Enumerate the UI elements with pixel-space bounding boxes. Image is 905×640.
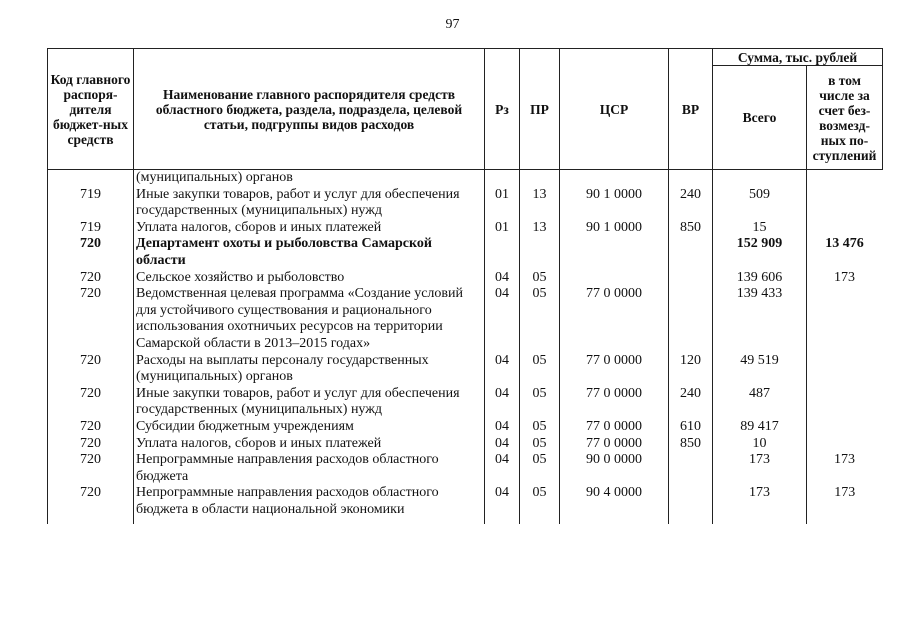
header-vr: ВР: [669, 49, 713, 170]
cell-csr: 90 0 0000: [560, 452, 669, 485]
cell-code: [48, 170, 134, 187]
cell-grants: 173: [834, 452, 855, 468]
cell-total: 139 433: [713, 286, 807, 352]
cell-name: Ведомственная целевая программа «Создание условий для устойчивого существования и рационального использования охотничьих ресурсов на территории Самарской области в 2013–2015 годах»: [134, 286, 485, 352]
cell-vr: 120: [669, 353, 713, 386]
cell-total: 139 606: [713, 270, 807, 287]
cell-pr: 13: [520, 220, 560, 237]
cell-grants: 13 476: [825, 236, 864, 252]
cell-vr: [669, 286, 713, 352]
table-row: [48, 220, 883, 237]
cell-code: 720: [48, 485, 134, 524]
cell-csr: 77 0 0000: [560, 419, 669, 436]
cell-rz: 01: [485, 220, 520, 237]
cell-rz: 04: [485, 452, 520, 485]
cell-grants: [807, 436, 883, 453]
cell-vr: 240: [669, 187, 713, 220]
cell-code: 720: [48, 386, 134, 419]
cell-csr: 77 0 0000: [560, 286, 669, 352]
cell-pr: 05: [520, 286, 560, 352]
cell-name: Непрограммные направления расходов областного бюджета в области национальной экономики: [134, 485, 485, 524]
cell-total: 152 909: [713, 236, 807, 269]
table-row: [48, 187, 883, 220]
table-row: [48, 286, 883, 352]
cell-total: 487: [713, 386, 807, 419]
cell-pr: 05: [520, 419, 560, 436]
table-row: [48, 485, 883, 524]
cell-total: 15: [713, 220, 807, 237]
cell-grants: [807, 286, 883, 352]
cell-total: 173: [713, 452, 807, 485]
header-sum-group: Сумма, тыс. рублей: [713, 49, 883, 66]
cell-total: 89 417: [713, 419, 807, 436]
cell-name: Субсидии бюджетным учреждениям: [134, 419, 485, 436]
cell-grants: [807, 220, 883, 237]
cell-name: (муниципальных) органов: [134, 170, 485, 187]
cell-code: 719: [48, 187, 134, 220]
cell-total: 173: [713, 485, 807, 524]
cell-grants: 173: [834, 485, 856, 501]
cell-name: Непрограммные направления расходов областного бюджета: [134, 452, 485, 485]
cell-pr: 13: [520, 187, 560, 220]
cell-csr: 77 0 0000: [560, 353, 669, 386]
cell-name: Расходы на выплаты персоналу государственных (муниципальных) органов: [134, 353, 485, 386]
table-row: [48, 419, 883, 436]
table-row: [48, 170, 883, 187]
header-name: Наименование главного распорядителя средств областного бюджета, раздела, подраздела, целевой статьи, подгруппы видов расходов: [134, 49, 485, 170]
table-row: [48, 452, 883, 485]
cell-code: 720: [48, 419, 134, 436]
cell-rz: 04: [485, 286, 520, 352]
cell-code: 720: [48, 236, 134, 269]
cell-grants: 173: [834, 269, 855, 285]
cell-grants: [807, 170, 883, 187]
cell-code: 720: [48, 436, 134, 453]
cell-name: Уплата налогов, сборов и иных платежей: [134, 436, 485, 453]
cell-total: 10: [713, 436, 807, 453]
cell-name: Департамент охоты и рыболовства Самарской области: [134, 236, 485, 269]
cell-total: [713, 170, 807, 187]
cell-total: 49 519: [713, 353, 807, 386]
cell-rz: 04: [485, 419, 520, 436]
page-number: 97: [445, 17, 460, 32]
cell-code: 720: [48, 452, 134, 485]
cell-grants: [807, 353, 883, 386]
cell-vr: [669, 485, 713, 524]
cell-pr: 05: [520, 270, 560, 287]
cell-rz: 04: [485, 353, 520, 386]
cell-pr: 05: [520, 436, 560, 453]
cell-pr: 05: [520, 353, 560, 386]
cell-grants: [807, 419, 883, 436]
header-rz: Рз: [485, 49, 520, 170]
cell-code: 720: [48, 353, 134, 386]
cell-csr: [560, 170, 669, 187]
cell-vr: [669, 236, 713, 269]
table-row: [48, 270, 883, 287]
cell-rz: 04: [485, 386, 520, 419]
cell-code: 720: [48, 270, 134, 287]
cell-rz: [485, 170, 520, 187]
table-row: [48, 386, 883, 419]
cell-rz: 04: [485, 436, 520, 453]
cell-vr: [669, 270, 713, 287]
cell-total: 509: [713, 187, 807, 220]
cell-grants: [807, 386, 883, 419]
cell-vr: 610: [669, 419, 713, 436]
cell-rz: 04: [485, 485, 520, 524]
cell-csr: [560, 270, 669, 287]
cell-csr: 90 4 0000: [560, 485, 669, 524]
cell-name: Иные закупки товаров, работ и услуг для обеспечения государственных (муниципальных) нужд: [134, 187, 485, 220]
cell-grants: [807, 187, 883, 220]
cell-name: Иные закупки товаров, работ и услуг для обеспечения государственных (муниципальных) нужд: [134, 386, 485, 419]
cell-rz: 01: [485, 187, 520, 220]
cell-vr: [669, 452, 713, 485]
cell-vr: 240: [669, 386, 713, 419]
cell-csr: 90 1 0000: [560, 187, 669, 220]
cell-pr: 05: [520, 386, 560, 419]
cell-pr: 05: [520, 452, 560, 485]
cell-vr: [669, 170, 713, 187]
cell-code: 720: [48, 286, 134, 352]
header-code: Код главного распоря-дителя бюджет-ных средств: [48, 49, 134, 170]
table-body: [47, 170, 883, 524]
table-header: [47, 48, 883, 170]
header-grants: в том числе за счет без-возмезд-ных по-ступлений: [807, 66, 883, 170]
cell-name: Уплата налогов, сборов и иных платежей: [134, 220, 485, 237]
cell-rz: 04: [485, 270, 520, 287]
header-csr: ЦСР: [560, 49, 669, 170]
table-row: [48, 353, 883, 386]
cell-code: 719: [48, 220, 134, 237]
table-row: [48, 236, 883, 269]
budget-table: [47, 48, 882, 524]
cell-pr: 05: [520, 485, 560, 524]
cell-pr: [520, 236, 560, 269]
table-row: [48, 436, 883, 453]
cell-csr: [560, 236, 669, 269]
cell-pr: [520, 170, 560, 187]
cell-vr: 850: [669, 436, 713, 453]
header-pr: ПР: [520, 49, 560, 170]
cell-csr: 77 0 0000: [560, 436, 669, 453]
cell-csr: 77 0 0000: [560, 386, 669, 419]
cell-vr: 850: [669, 220, 713, 237]
cell-name: Сельское хозяйство и рыболовство: [134, 270, 485, 287]
cell-csr: 90 1 0000: [560, 220, 669, 237]
cell-rz: [485, 236, 520, 269]
header-total: Всего: [713, 66, 807, 170]
